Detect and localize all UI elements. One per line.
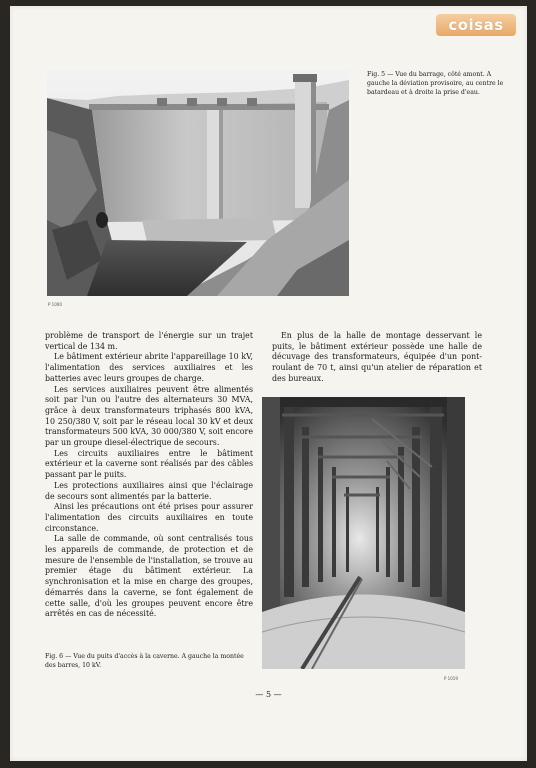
dam-photo bbox=[47, 70, 349, 296]
paragraph: Les protections auxiliaires ainsi que l'éclairage de secours sont alimentés par la batterie. bbox=[45, 480, 253, 501]
figure-6-reference: P 1019 bbox=[444, 676, 458, 681]
figure-5-reference: P 1000 bbox=[48, 302, 62, 307]
paragraph: Le bâtiment extérieur abrite l'appareillage 10 kV, l'alimentation des services auxiliaires et les batteries avec leurs groupes de charge. bbox=[45, 352, 253, 383]
left-text-column bbox=[45, 331, 253, 620]
shaft-photo bbox=[262, 397, 465, 669]
document-page bbox=[10, 6, 527, 761]
paragraph: La salle de commande, où sont centralisés tous les appareils de commande, de protection et de mesure de l'ensemble de l'installation, se trouve au premier étage du bâtiment extérieur. La synchronisation et la mise en charge des groupes, démarrés dans la caverne, se font également de cette salle, d'où les groupes peuvent encore être arrêtés en cas de nécessité. bbox=[45, 534, 253, 619]
paragraph: En plus de la halle de montage desservant le puits, le bâtiment extérieur possède une halle de décuvage des transformateurs, équipée d'un pont-roulant de 70 t, ainsi qu'un atelier de réparation et des bureaux. bbox=[272, 331, 482, 383]
paragraph: Ainsi les précautions ont été prises pour assurer l'alimentation des circuits auxiliaires en toute circonstance. bbox=[45, 502, 253, 533]
watermark-logo: coisas bbox=[436, 14, 516, 36]
figure-5-caption: Fig. 5 — Vue du barrage, côté amont. A gauche la déviation provisoire, au centre le batardeau et à droite la prise d'eau. bbox=[367, 71, 504, 96]
figure-6-caption: Fig. 6 — Vue du puits d'accès à la caverne. A gauche la montée des barres, 10 kV. bbox=[45, 653, 244, 669]
paragraph: Les services auxiliaires peuvent être alimentés soit par l'un ou l'autre des alternateurs 30 MVA, grâce à deux transformateurs triphasés 800 kVA, 10 250/380 V, soit par le réseau local 30 kV et deux transformateurs 500 kVA, 30 000/380 V, soit encore par un groupe diesel-électrique de secours. bbox=[45, 384, 253, 448]
paragraph: problème de transport de l'énergie sur un trajet vertical de 134 m. bbox=[45, 331, 253, 351]
page-number: — 5 — bbox=[255, 690, 282, 699]
right-text-column bbox=[272, 331, 482, 385]
paragraph: Les circuits auxiliaires entre le bâtiment extérieur et la caverne sont réalisés par des câbles passant par le puits. bbox=[45, 448, 253, 480]
